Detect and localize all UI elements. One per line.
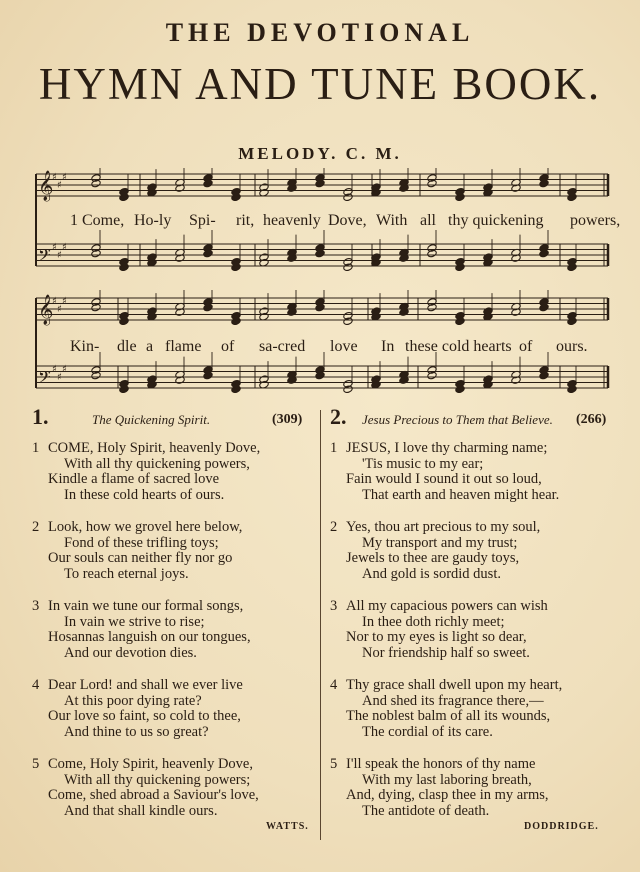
stanza-line: 1 COME, Holy Spirit, heavenly Dove,	[32, 440, 261, 456]
hymn-title: Jesus Precious to Them that Believe.	[362, 412, 553, 427]
sharp-sign: ♯	[57, 372, 62, 383]
stanza	[330, 757, 549, 819]
lyric-syllable: these cold hearts	[405, 338, 512, 355]
stanza	[32, 520, 242, 582]
sharp-sign: ♯	[57, 250, 62, 261]
lyric-syllable: of	[221, 338, 235, 355]
bass-clef: 𝄢	[38, 367, 51, 391]
stanza-line: In thee doth richly meet;	[362, 613, 505, 630]
stanza-line: In these cold hearts of ours.	[64, 486, 225, 503]
lyric-syllable: love	[330, 338, 358, 355]
lyric-syllable: Spi-	[189, 212, 216, 229]
lyric-syllable: a	[146, 338, 154, 355]
stanza-line: That earth and heaven might hear.	[362, 486, 560, 503]
lyric-syllable: With	[376, 212, 408, 229]
book-title-line1: THE DEVOTIONAL	[165, 18, 475, 47]
hymn-reference: (266)	[576, 412, 607, 427]
stanza-line: With all thy quickening powers,	[64, 455, 250, 472]
stanza-line: 1 JESUS, I love thy charming name;	[330, 440, 548, 456]
stanza-line: The noblest balm of all its wounds,	[346, 708, 551, 724]
stanza-line: And our devotion dies.	[64, 644, 197, 661]
lyric-syllable: In	[381, 338, 395, 355]
stanza-line: And that shall kindle ours.	[64, 802, 218, 819]
stanza	[330, 678, 562, 740]
sharp-sign: ♯	[62, 242, 67, 253]
lyric-syllable: thy quickening	[448, 212, 544, 229]
stanza-line: 'Tis music to my ear;	[362, 455, 484, 472]
sharp-sign: ♯	[57, 304, 62, 315]
stanza-number: 2	[330, 519, 338, 535]
sharp-sign: ♯	[62, 172, 67, 183]
lyric-syllable: dle	[117, 338, 137, 355]
column-divider	[320, 410, 321, 840]
stanza	[32, 599, 251, 661]
sharp-sign: ♯	[52, 242, 57, 253]
stanza-line: And thine to us so great?	[64, 723, 209, 740]
stanza-line: Nor friendship half so sweet.	[362, 644, 530, 661]
stanza-line: 2 Look, how we grovel here below,	[32, 519, 243, 535]
stanza-line: 3 All my capacious powers can wish	[330, 598, 548, 614]
stanza-number: 3	[32, 598, 40, 614]
sharp-sign: ♯	[62, 364, 67, 375]
tune-name: MELODY. C. M.	[238, 144, 402, 163]
lyric-syllable: sa-cred	[259, 338, 306, 355]
stanza-line: 4 Dear Lord! and shall we ever live	[32, 677, 243, 693]
stanza-line: And, dying, clasp thee in my arms,	[346, 787, 549, 803]
stanza-line: With all thy quickening powers;	[64, 771, 251, 788]
stanza-line: And shed its fragrance there,—	[362, 692, 544, 709]
lyric-syllable: 1 Come,	[70, 212, 125, 229]
book-title-line2: HYMN AND TUNE BOOK.	[38, 59, 602, 109]
stanza-number: 1	[330, 440, 338, 456]
sharp-sign: ♯	[52, 364, 57, 375]
stanza-number: 2	[32, 519, 40, 535]
lyric-syllable: of	[519, 338, 533, 355]
stanza-line: To reach eternal joys.	[64, 565, 189, 582]
lyric-syllable: heavenly	[263, 212, 321, 229]
stanza-number: 5	[32, 756, 40, 772]
stanza-line: The antidote of death.	[362, 802, 490, 819]
hymn-title: The Quickening Spirit.	[92, 412, 211, 427]
sharp-sign: ♯	[52, 172, 57, 183]
lyric-syllable: all	[420, 212, 436, 229]
stanza-line: Hosannas languish on our tongues,	[48, 629, 251, 645]
stanza-line: 2 Yes, thou art precious to my soul,	[330, 519, 541, 535]
sharp-sign: ♯	[62, 296, 67, 307]
stanza-line: 3 In vain we tune our formal songs,	[32, 598, 244, 614]
stanza-line: 5 Come, Holy Spirit, heavenly Dove,	[32, 756, 253, 772]
stanza-line: In vain we strive to rise;	[64, 613, 205, 630]
stanza	[32, 441, 260, 503]
stanza	[330, 599, 548, 661]
stanza-number: 4	[32, 677, 40, 693]
hymn-reference: (309)	[272, 412, 303, 427]
stanza	[330, 520, 540, 582]
stanza	[32, 678, 243, 740]
hymn-2-author: DODDRIDGE.	[524, 821, 599, 832]
stanza-line: At this poor dying rate?	[64, 692, 202, 709]
lyric-syllable: flame	[165, 338, 202, 355]
lyric-syllable: rit,	[236, 212, 255, 229]
stanza-line: With my last laboring breath,	[362, 771, 532, 788]
lyric-syllable: powers,	[570, 212, 621, 229]
stanza-line: Kindle a flame of sacred love	[48, 471, 220, 487]
stanza-line: Our love so faint, so cold to thee,	[48, 708, 241, 724]
stanza-line: 5 I'll speak the honors of thy name	[330, 756, 536, 772]
bass-clef: 𝄢	[38, 245, 51, 269]
treble-clef: 𝄞	[38, 295, 54, 325]
stanza-line: And gold is sordid dust.	[362, 565, 501, 582]
stanza-number: 4	[330, 677, 338, 693]
lyric-syllable: Dove,	[328, 212, 367, 229]
hymn-number: 1.	[32, 404, 49, 429]
stanza	[32, 757, 259, 819]
stanza-line: My transport and my trust;	[362, 534, 518, 551]
lyric-syllable: Ho-ly	[134, 212, 172, 229]
stanza-line: Our souls can neither fly nor go	[48, 550, 233, 566]
hymn-number: 2.	[330, 404, 347, 429]
stanza-number: 5	[330, 756, 338, 772]
stanza-line: The cordial of its care.	[362, 723, 493, 740]
stanza-line: Fond of these trifling toys;	[64, 534, 219, 551]
stanza-line: Jewels to thee are gaudy toys,	[346, 550, 520, 566]
stanza-line: Come, shed abroad a Saviour's love,	[48, 787, 259, 803]
lyric-syllable: ours.	[556, 338, 588, 355]
stanza-line: 4 Thy grace shall dwell upon my heart,	[330, 677, 563, 693]
treble-clef: 𝄞	[38, 171, 54, 201]
stanza-line: Fain would I sound it out so loud,	[346, 471, 542, 487]
hymn-1-author: WATTS.	[266, 821, 309, 832]
lyric-syllable: Kin-	[70, 338, 100, 355]
stanza-number: 1	[32, 440, 40, 456]
stanza	[330, 441, 559, 503]
stanza-number: 3	[330, 598, 338, 614]
stanza-line: Nor to my eyes is light so dear,	[346, 629, 527, 645]
sharp-sign: ♯	[52, 296, 57, 307]
sharp-sign: ♯	[57, 180, 62, 191]
